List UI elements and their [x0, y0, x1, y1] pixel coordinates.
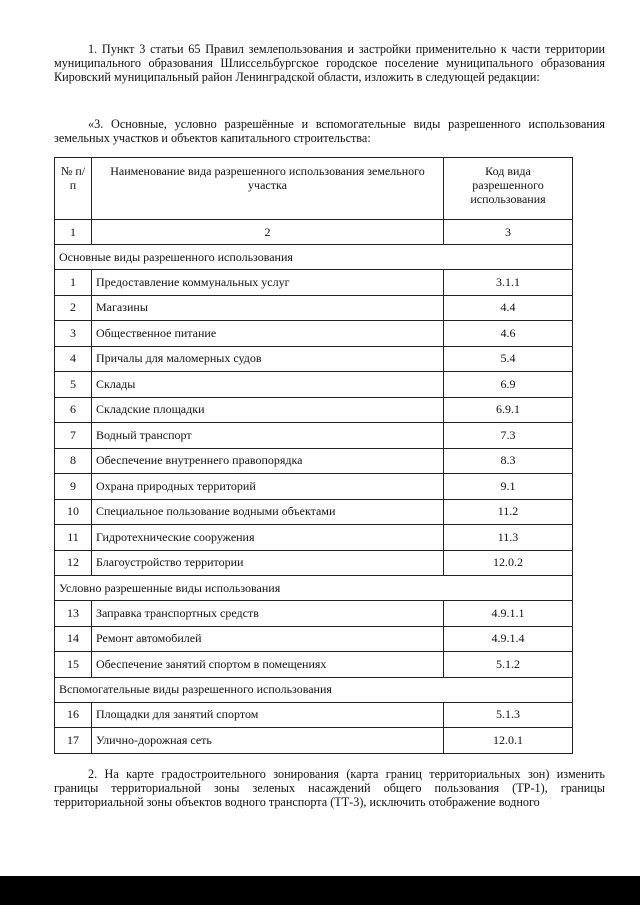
row-number: 13: [55, 601, 92, 627]
row-name: Магазины: [92, 295, 444, 321]
column-number: 3: [444, 220, 573, 245]
header-name: Наименование вида разрешенного использования земельного участка: [92, 158, 444, 220]
row-number: 11: [55, 525, 92, 551]
row-code: 11.2: [444, 499, 573, 525]
row-number: 1: [55, 270, 92, 296]
row-name: Обеспечение внутреннего правопорядка: [92, 448, 444, 474]
row-code: 4.9.1.4: [444, 626, 573, 652]
row-name: Специальное пользование водными объектами: [92, 499, 444, 525]
row-name: Водный транспорт: [92, 423, 444, 449]
row-code: 6.9.1: [444, 397, 573, 423]
table-body: [55, 220, 573, 754]
table-row: [55, 321, 573, 347]
row-number: 8: [55, 448, 92, 474]
row-code: 5.1.2: [444, 652, 573, 678]
table-row: [55, 423, 573, 449]
row-number: 17: [55, 728, 92, 754]
row-name: Заправка транспортных средств: [92, 601, 444, 627]
table-row: [55, 728, 573, 754]
row-number: 14: [55, 626, 92, 652]
row-code: 11.3: [444, 525, 573, 551]
table-row: [55, 397, 573, 423]
table-row: [55, 346, 573, 372]
table-row: [55, 601, 573, 627]
row-number: 3: [55, 321, 92, 347]
column-number-row: [55, 220, 573, 245]
row-code: 5.4: [444, 346, 573, 372]
section-row: [55, 245, 573, 270]
row-code: 12.0.1: [444, 728, 573, 754]
row-name: Общественное питание: [92, 321, 444, 347]
table-row: [55, 270, 573, 296]
row-name: Складские площадки: [92, 397, 444, 423]
header-code: Код вида разрешенного использования: [444, 158, 573, 220]
paragraph-2: «3. Основные, условно разрешённые и вспомогательные виды разрешенного использования земельных участков и объектов капитального строительства:: [54, 117, 605, 146]
row-number: 10: [55, 499, 92, 525]
row-code: 3.1.1: [444, 270, 573, 296]
row-name: Гидротехнические сооружения: [92, 525, 444, 551]
row-name: Площадки для занятий спортом: [92, 702, 444, 728]
section-title: Условно разрешенные виды использования: [55, 576, 573, 601]
row-code: 6.9: [444, 372, 573, 398]
row-name: Предоставление коммунальных услуг: [92, 270, 444, 296]
table-row: [55, 626, 573, 652]
column-number: 2: [92, 220, 444, 245]
row-number: 15: [55, 652, 92, 678]
row-code: 7.3: [444, 423, 573, 449]
row-number: 5: [55, 372, 92, 398]
table-row: [55, 372, 573, 398]
row-name: Охрана природных территорий: [92, 474, 444, 500]
row-code: 9.1: [444, 474, 573, 500]
row-number: 7: [55, 423, 92, 449]
table-row: [55, 295, 573, 321]
row-number: 9: [55, 474, 92, 500]
section-title: Вспомогательные виды разрешенного использования: [55, 677, 573, 702]
row-code: 12.0.2: [444, 550, 573, 576]
row-name: Обеспечение занятий спортом в помещениях: [92, 652, 444, 678]
row-number: 12: [55, 550, 92, 576]
table-row: [55, 652, 573, 678]
row-code: 5.1.3: [444, 702, 573, 728]
row-code: 4.4: [444, 295, 573, 321]
row-code: 4.6: [444, 321, 573, 347]
section-title: Основные виды разрешенного использования: [55, 245, 573, 270]
row-code: 4.9.1.1: [444, 601, 573, 627]
section-row: [55, 677, 573, 702]
header-number: № п/п: [55, 158, 92, 220]
section-row: [55, 576, 573, 601]
table-header-row: [55, 158, 573, 220]
table-row: [55, 525, 573, 551]
paragraph-1: 1. Пункт 3 статьи 65 Правил землепользования и застройки применительно к части территории муниципального образования Шлиссельбургское городское поселение муниципального образования Кировский муниципальный район Ленинградской области, изложить в следующей редакции:: [54, 42, 605, 85]
table-row: [55, 448, 573, 474]
row-name: Благоустройство территории: [92, 550, 444, 576]
row-name: Улично-дорожная сеть: [92, 728, 444, 754]
table-row: [55, 474, 573, 500]
row-number: 4: [55, 346, 92, 372]
paragraph-3: 2. На карте градостроительного зонирования (карта границ территориальных зон) изменить границы территориальной зоны зеленых насаждений общего пользования (ТР-1), границы территориальной зоны объектов водного транспорта (ТТ-3), исключить отображение водного: [54, 767, 605, 810]
row-name: Причалы для маломерных судов: [92, 346, 444, 372]
row-name: Ремонт автомобилей: [92, 626, 444, 652]
row-number: 2: [55, 295, 92, 321]
column-number: 1: [55, 220, 92, 245]
row-number: 6: [55, 397, 92, 423]
table-row: [55, 550, 573, 576]
table-row: [55, 702, 573, 728]
land-use-table: [54, 157, 573, 754]
row-number: 16: [55, 702, 92, 728]
table-row: [55, 499, 573, 525]
scan-edge-band: [0, 876, 640, 905]
row-name: Склады: [92, 372, 444, 398]
row-code: 8.3: [444, 448, 573, 474]
